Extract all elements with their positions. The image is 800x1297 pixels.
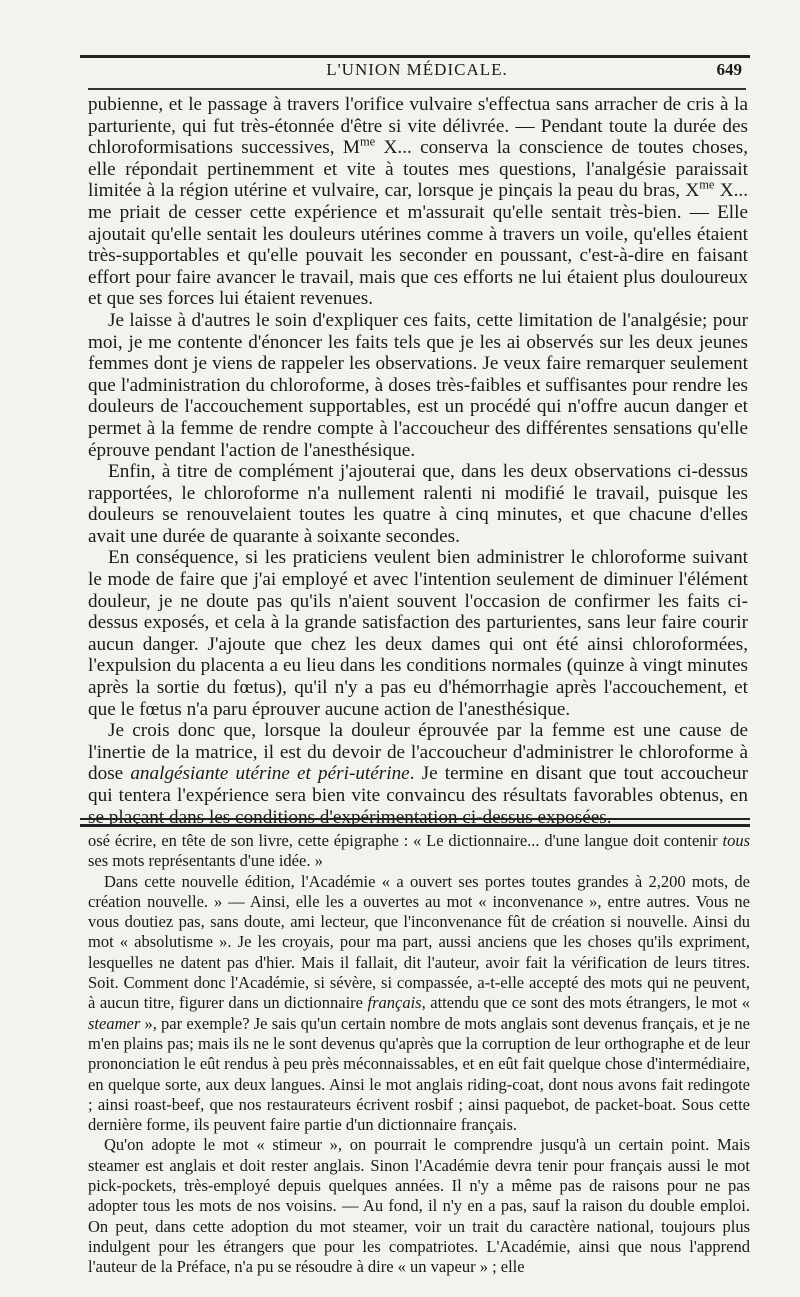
- paragraph-1-part-a: pubienne, et le passage à travers l'orifice vulvaire s'effectua sans arracher de cris à la parturiente, qui fut très-étonnée d'être si vite délivrée. — Pendant toute la durée des chloroformisations successives, M: [88, 94, 748, 159]
- page-header: [88, 58, 746, 88]
- main-article-body: [88, 94, 748, 828]
- paragraph-1-part-c: X... me priait de cesser cette expérience et m'assurait qu'elle sentait très-bien. — Elle ajoutait qu'elle sentait les douleurs utérines comme à travers un voile, qu'elles étaient très-supportables et qu'elle pouvait les seconder en poussant, c'est-à-dire en faisant effort pour faire avancer le travail, mais que ces efforts ne lui étaient plus douloureux et que ses forces lui étaient revenues.: [88, 180, 749, 310]
- feuilleton-separator-thin: [80, 818, 750, 820]
- page-number: 649: [716, 60, 742, 79]
- paragraph-1: [88, 94, 748, 310]
- feuilleton-section: [88, 831, 750, 1278]
- header-rule: [88, 88, 746, 90]
- feuilleton-2-part-a: Dans cette nouvelle édition, l'Académie « a ouvert ses portes toutes grandes à 2,200 mots, de création nouvelle. » — Ainsi, elle les a ouvertes au mot « inconvenance », entre autres. Vous ne vous doutiez pas, sans doute, ami lecteur, que l'inconvenance fût de création si nouvelle. Ainsi du mot « absolutisme ». Je les croyais, pour ma part, aussi anciens que les choses qu'ils expriment, lesquelles ne datent pas d'hier. Mais il fallait, dit l'auteur, avoir fait la vérification de leurs titres. Soit. Comment donc l'Académie, si sévère, si compassée, a-t-elle accepté des mots qui ne peuvent, à aucun titre, figurer dans un dictionnaire: [88, 871, 750, 1013]
- superscript-me-1: me: [359, 134, 376, 149]
- paragraph-4: En conséquence, si les praticiens veulent bien administrer le chloroforme suivant le mode de faire que j'ai employé et avec l'intention seulement de diminuer l'élément douleur, je ne doute pas qu'ils n'aient souvent l'occasion de confirmer les faits ci-dessus exposés, et cela à la grande satisfaction des parturientes, sans leur faire courir aucun danger. J'ajoute que chez les deux dames qui ont été ainsi chloroformées, l'expulsion du placenta a eu lieu dans les conditions normales (quinze à vingt minutes après la sortie du fœtus), qu'il n'y a pas eu d'hémorrhagie après l'accouchement, et que le fœtus n'a paru éprouver aucune action de l'anesthésique.: [88, 547, 748, 720]
- feuilleton-paragraph-2: [88, 872, 750, 1136]
- paragraph-5-part-b: . Je termine en disant que tout accoucheur qui tentera l'expérience sera bien vite convaincu des résultats favorables obtenus, en: [88, 763, 748, 806]
- paragraph-5-italic: analgésiante utérine et péri-utérine: [130, 763, 410, 785]
- feuilleton-separator-thick: [80, 824, 750, 827]
- feuilleton-2-italic-1: français: [367, 993, 422, 1013]
- feuilleton-2-part-c: », par exemple? Je sais qu'un certain nombre de mots anglais sont devenus français, et je ne m'en plains pas; mais ils ne le sont devenus qu'après que la corruption de leur orthographe et de leur prononciation le eût rendus à peu près méconnaissables, et en eût fait quelque chose d'intermédiaire, en quelque sorte, aux deux langues. Ainsi le mot anglais riding-coat, dont nous avons fait redingote ; ainsi roast-beef, que nos restaurateurs écrivent rosbif ; ainsi paquebot, de packet-boat. Sous cette dernière forme, ils peuvent faire partie d'un dictionnaire français.: [88, 1013, 750, 1135]
- feuilleton-1-part-b: ses mots représentants d'une idée. »: [88, 851, 323, 871]
- paragraph-5: [88, 720, 748, 828]
- paragraph-3: Enfin, à titre de complément j'ajouterai que, dans les deux observations ci-dessus rapportées, le chloroforme n'a nullement ralenti ni modifié le travail, puisque les douleurs se renouvelaient toutes les quatre à cinq minutes, et que chacune d'elles avait une durée de quarante à soixante secondes.: [88, 461, 748, 547]
- feuilleton-1-part-a: osé écrire, en tête de son livre, cette épigraphe : « Le dictionnaire... d'une langue doit contenir: [88, 831, 723, 850]
- running-title: L'UNION MÉDICALE.: [326, 60, 508, 79]
- feuilleton-paragraph-3: Qu'on adopte le mot « stimeur », on pourrait le comprendre jusqu'à un certain point. Mais steamer est anglais et doit rester anglais. Sinon l'Académie devra tenir pour français aussi le mot pick-pockets, très-employé depuis quelques années. Il n'y a même pas de raisons pour ne pas adopter tous les mots de nos voisins. — Au fond, il n'y en a pas, sauf la raison du double emploi. On peut, dans cette adoption du mot steamer, voir un trait du caractère national, toujours plus indulgent pour les étrangers que pour les compatriotes. L'Académie, ainsi que nous l'apprend l'auteur de la Préface, n'a pu se résoudre à dire « un vapeur » ; elle: [88, 1135, 750, 1277]
- paragraph-1-part-b: X... conserva la conscience de toutes choses, elle répondait pertinemment et vite à toutes mes questions, l'analgésie paraissait limitée à la région utérine et vulvaire, car, lorsque je pinçais la peau du bras, X: [88, 137, 748, 202]
- feuilleton-1-italic: tous: [722, 831, 750, 850]
- paragraph-2: Je laisse à d'autres le soin d'expliquer ces faits, cette limitation de l'analgésie; pour moi, je me contente d'énoncer les faits tels que je les ai observés sur les deux jeunes femmes dont je viens de rappeler les observations. Je veux faire remarquer seulement que l'administration du chloroforme, à doses très-faibles et suffisantes pour rendre les douleurs de l'accouchement supportables, est un procédé qui n'offre aucun danger et permet à la femme de rendre compte à l'accoucheur des différentes sensations qu'elle éprouve pendant l'action de l'anesthésique.: [88, 309, 748, 461]
- feuilleton-2-part-b: , attendu que ce sont des mots étrangers, le mot «: [421, 993, 750, 1013]
- feuilleton-paragraph-1: [88, 831, 750, 872]
- superscript-me-2: me: [699, 177, 715, 192]
- paragraph-5-part-a: Je crois donc que, lorsque la douleur éprouvée par la femme est une cause de l'inertie de la matrice, il est du devoir de l'accoucheur d'administrer le chloroforme à dose: [88, 720, 748, 785]
- feuilleton-2-italic-2: steamer: [88, 1013, 141, 1033]
